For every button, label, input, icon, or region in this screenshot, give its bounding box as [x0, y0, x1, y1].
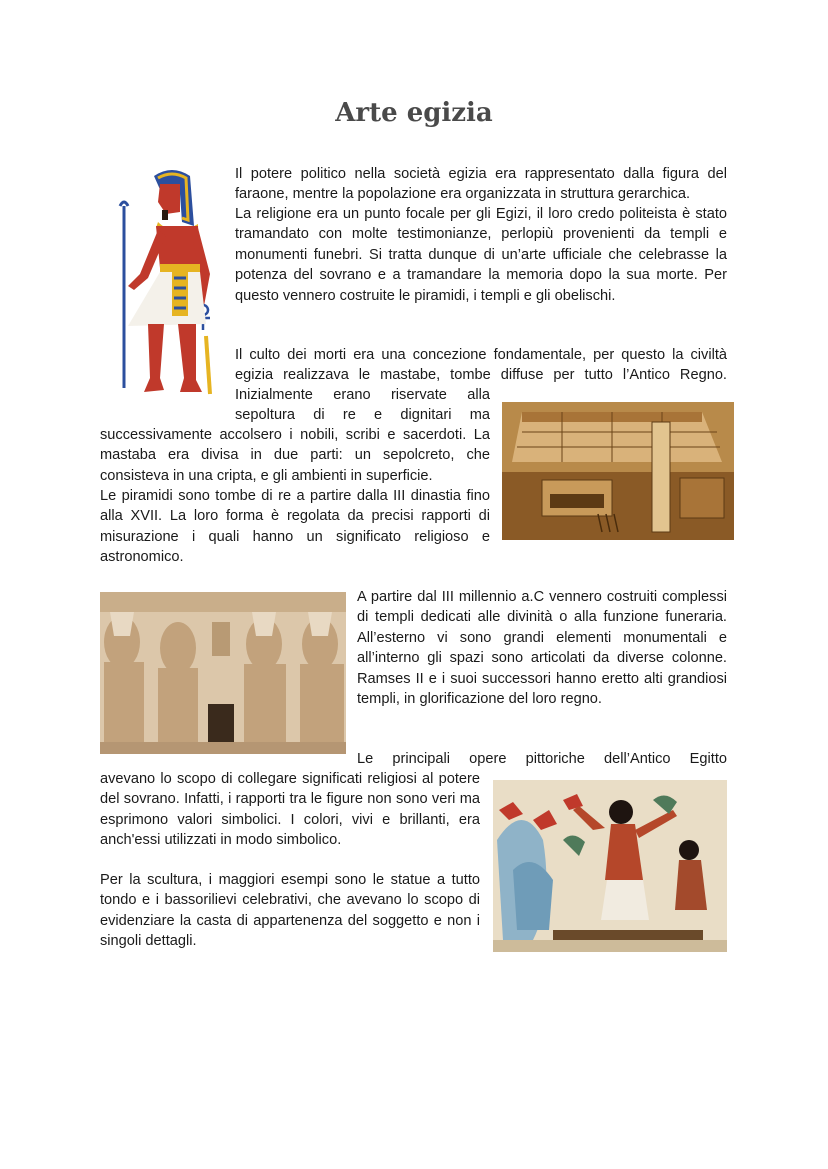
egyptian-painting-photo: [493, 780, 727, 952]
paragraph-scultura: Per la scultura, i maggiori esempi sono le statue a tutto tondo e i bassorilievi celebrativi, che avevano lo scopo di evidenziare la casta di appartenenza del soggetto e non i singoli dettagli.: [100, 872, 480, 950]
paragraph-templi: A partire dal III millennio a.C vennero costruiti complessi di templi dedicati alle divinità o alla funzione funeraria. All’esterno vi sono grandi elementi monumentali e all’interno gli spazi sono articolati da diverse colonne. Ramses II e i suoi successori hanno eretto alti grandiosi templi, in glorificazione del loro regno.: [357, 589, 727, 708]
abu-simbel-temple-photo: [100, 592, 346, 754]
page-title: Arte egizia: [335, 98, 493, 128]
paragraph-culto-line-2: egizia realizzava le mastabe, tombe diffuse per tutto l’Antico Regno.: [235, 367, 727, 383]
paragraph-religione: La religione era un punto focale per gli Egizi, il loro credo politeista è stato tramandato con molte testimonianze, perlopiù provenienti da templi e monumenti funebri. Si tratta dunque di un’arte ufficiale che celebrasse la potenza del sovrano e a tramandare la memoria dopo la sua morte. Per questo vennero costruite le piramidi, i templi e gli obelischi.: [235, 206, 727, 304]
paragraph-culto-line-4: sepoltura di re e dignitari ma: [235, 407, 490, 423]
paragraph-culto-line-1: Il culto dei morti era una concezione fondamentale, per questo la civiltà: [235, 347, 727, 363]
paragraph-politica: Il potere politico nella società egizia era rappresentato dalla figura del faraone, mentre la popolazione era organizzata in struttura gerarchica.: [235, 166, 727, 203]
paragraph-piramidi: Le piramidi sono tombe di re a partire dalla III dinastia fino alla XVII. La loro forma è regolata da precisi rapporti di misurazione i quali hanno un significato religioso e astronomico.: [100, 488, 490, 566]
paragraph-culto-line-3: Inizialmente erano riservate alla: [235, 387, 490, 403]
mastaba-illustration: [502, 402, 734, 540]
pharaoh-illustration: [114, 166, 216, 398]
paragraph-pittura: avevano lo scopo di collegare significati religiosi al potere del sovrano. Infatti, i rapporti tra le figure non sono veri ma esprimono valori simbolici. I colori, vivi e brillanti, era anch'essi utilizzati in modo simbolico.: [100, 771, 480, 849]
paragraph-mastaba: successivamente accolsero i nobili, scribi e sacerdoti. La mastaba era divisa in due parti: un sepolcreto, che consisteva in una cripta, e gli ambienti in superficie.: [100, 427, 490, 484]
paragraph-pittura-line-1: Le principali opere pittoriche dell’Antico Egitto: [357, 751, 727, 767]
